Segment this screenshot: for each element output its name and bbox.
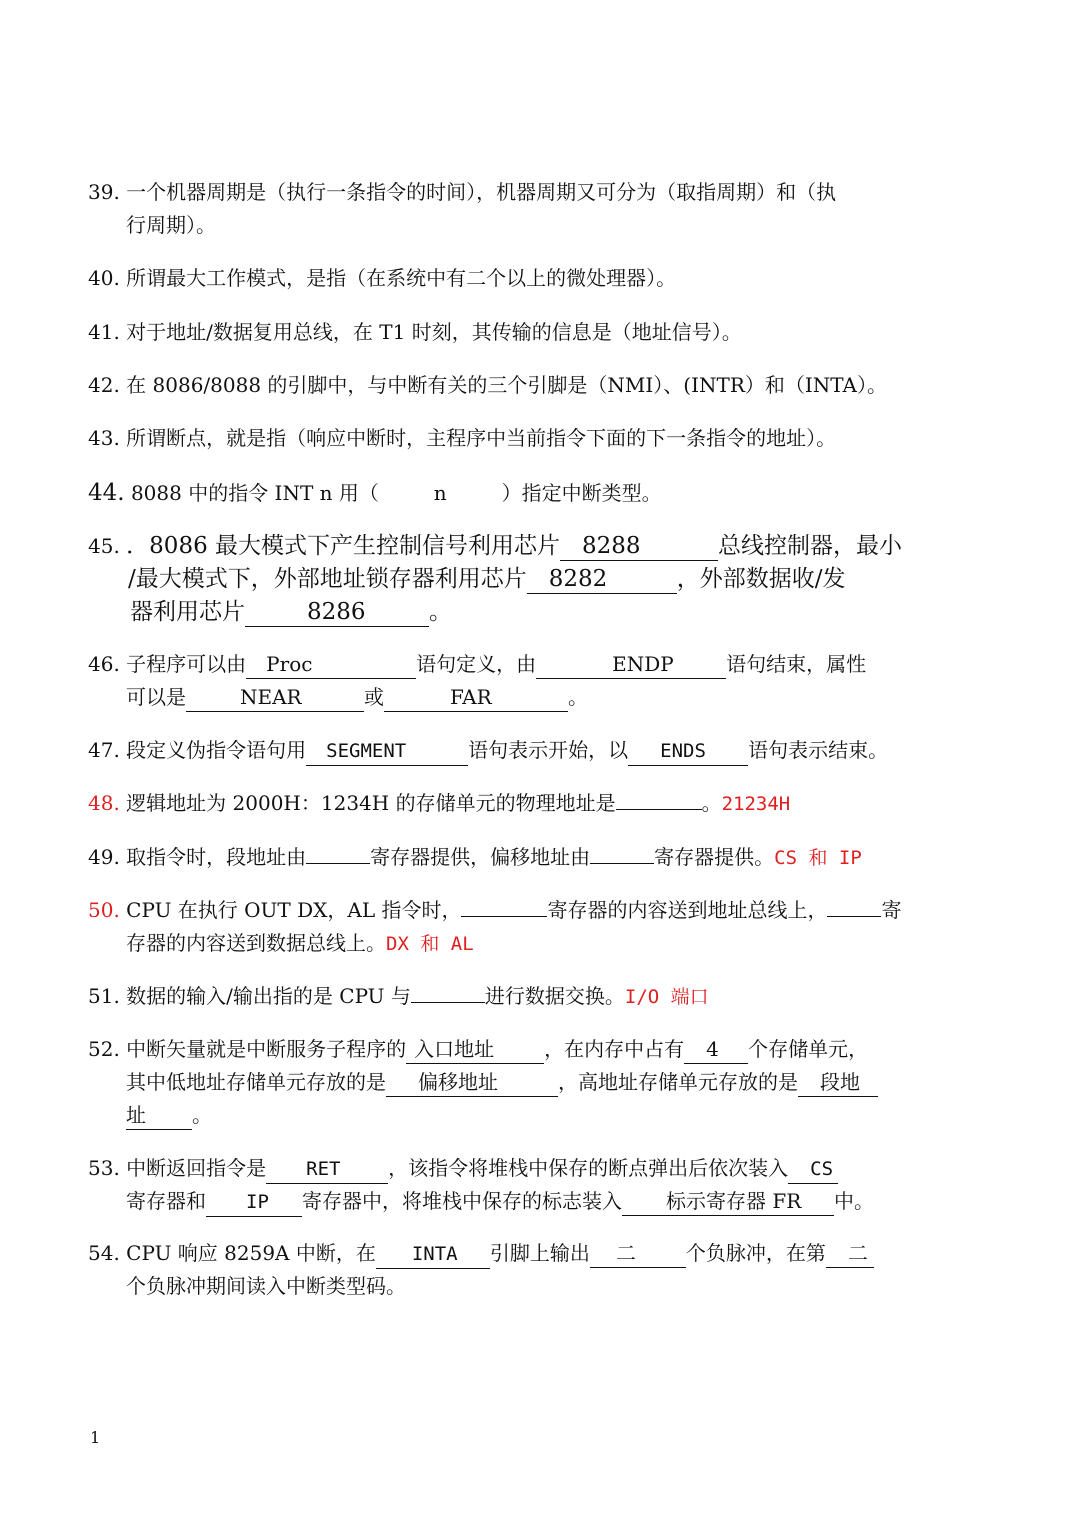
answer-blank: 偏移地址 bbox=[386, 1068, 558, 1097]
question-51: 51. 数据的输入/输出指的是 CPU 与 进行数据交换。I/O 端口 bbox=[88, 984, 709, 1008]
answer-blank: 标示寄存器 FR bbox=[622, 1187, 834, 1216]
question-41: 41. 对于地址/数据复用总线，在 T1 时刻，其传输的信息是（地址信号）。 bbox=[88, 320, 742, 344]
question-46: 46. 子程序可以由 Proc 语句定义，由 ENDP 语句结束，属性 可以是 NEAR 或 FAR 。 bbox=[88, 648, 938, 714]
answer-blank bbox=[616, 809, 702, 810]
answer-blank: CS bbox=[788, 1155, 838, 1184]
answer-text: 21234H bbox=[721, 793, 791, 815]
question-54: 54. CPU 响应 8259A 中断，在 INTA 引脚上输出 二 个负脉冲，在第 二 个负脉冲期间读入中断类型码。 bbox=[88, 1237, 938, 1303]
answer-text: DX 和 AL bbox=[386, 933, 474, 955]
answer-blank: RET bbox=[266, 1155, 388, 1184]
answer-blank: 入口地址 bbox=[406, 1035, 544, 1064]
question-40: 40. 所谓最大工作模式，是指（在系统中有二个以上的微处理器）。 bbox=[88, 266, 677, 290]
answer-text: I/O 端口 bbox=[624, 986, 709, 1008]
question-48: 48. 逻辑地址为 2000H：1234H 的存储单元的物理地址是 。21234H bbox=[88, 791, 791, 815]
answer-blank bbox=[306, 863, 370, 864]
answer-blank: ENDP bbox=[536, 650, 726, 679]
answer-blank: FAR bbox=[384, 683, 568, 712]
answer-blank: 8286 bbox=[245, 598, 429, 627]
question-47: 47. 段定义伪指令语句用 SEGMENT 语句表示开始，以 ENDS 语句表示结束。 bbox=[88, 734, 938, 767]
page-number: 1 bbox=[90, 1428, 101, 1447]
answer-blank: 二 bbox=[590, 1239, 686, 1268]
answer-blank: ENDS bbox=[628, 737, 748, 766]
answer-blank: INTA bbox=[376, 1240, 490, 1269]
question-45: 45. ．8086 最大模式下产生控制信号利用芯片 8288 总线控制器，最小 /最大模式下，外部地址锁存器利用芯片 8282 ，外部数据收/发 器利用芯片 8286 。 bbox=[88, 533, 903, 625]
answer-blank: 4 bbox=[684, 1035, 748, 1064]
answer-blank bbox=[411, 1002, 485, 1003]
q-num: 39. bbox=[88, 180, 120, 204]
question-42: 42. 在 8086/8088 的引脚中，与中断有关的三个引脚是（NMI）、(INTR）和（INTA）。 bbox=[88, 373, 887, 397]
answer-blank: 段地 bbox=[798, 1068, 878, 1097]
question-43: 43. 所谓断点，就是指（响应中断时，主程序中当前指令下面的下一条指令的地址）。 bbox=[88, 426, 837, 450]
answer-blank: IP bbox=[206, 1188, 302, 1217]
answer-blank: SEGMENT bbox=[306, 737, 468, 766]
question-53: 53. 中断返回指令是 RET ，该指令将堆栈中保存的断点弹出后依次装入 CS 寄存器和 IP 寄存器中，将堆栈中保存的标志装入 标示寄存器 FR 中。 bbox=[88, 1152, 938, 1218]
answer-text: CS 和 IP bbox=[774, 847, 862, 869]
question-39: 39. 一个机器周期是（执行一条指令的时间），机器周期又可分为（取指周期）和（执 行周期）。 bbox=[88, 180, 837, 237]
answer-blank: 二 bbox=[826, 1239, 874, 1268]
answer-blank bbox=[461, 916, 547, 917]
question-50: 50. CPU 在执行 OUT DX，AL 指令时， 寄存器的内容送到地址总线上， 寄 存器的内容送到数据总线上。DX 和 AL bbox=[88, 898, 902, 955]
answer-blank: 8288 bbox=[560, 532, 718, 561]
answer-blank: n bbox=[433, 481, 447, 505]
answer-blank: 8282 bbox=[527, 565, 677, 594]
answer-blank: NEAR bbox=[186, 683, 364, 712]
answer-blank bbox=[590, 863, 654, 864]
answer-blank: 址 bbox=[126, 1101, 192, 1130]
question-49: 49. 取指令时，段地址由 寄存器提供，偏移地址由 寄存器提供。CS 和 IP bbox=[88, 845, 862, 869]
answer-blank bbox=[827, 916, 881, 917]
answer-blank: Proc bbox=[246, 650, 416, 679]
question-52: 52. 中断矢量就是中断服务子程序的 入口地址 ，在内存中占有 4 个存储单元， 其中低地址存储单元存放的是 偏移地址 ，高地址存储单元存放的是 段地 址 。 bbox=[88, 1033, 938, 1132]
question-44: 44. 8088 中的指令 INT n 用（ n ）指定中断类型。 bbox=[88, 477, 938, 510]
